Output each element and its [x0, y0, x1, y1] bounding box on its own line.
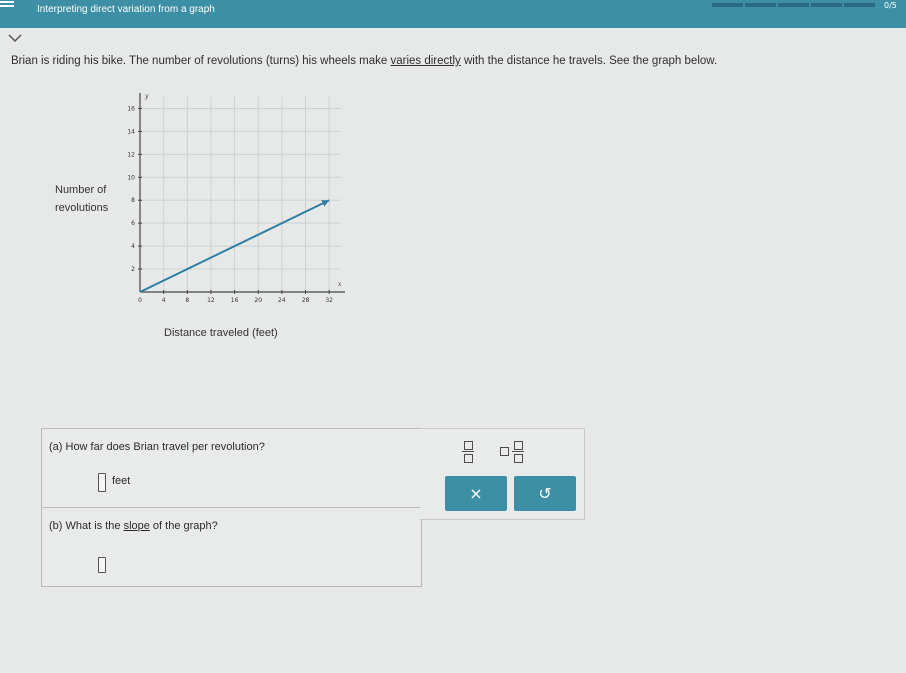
part-b-text: (b) What is the — [49, 520, 124, 532]
chevron-down-icon[interactable] — [8, 33, 22, 43]
menu-icon[interactable] — [0, 1, 14, 11]
divider — [42, 507, 421, 508]
part-b-question — [49, 520, 218, 532]
mixed-number-icon[interactable] — [500, 441, 524, 463]
x-tick-label: 16 — [230, 297, 239, 304]
x-axis-letter: x — [338, 281, 342, 288]
y-axis-label — [55, 181, 108, 217]
part-b-text-end: of the graph? — [149, 520, 218, 532]
x-tick-label: 0 — [138, 297, 142, 304]
x-tick-label: 20 — [254, 297, 263, 304]
progress-segment — [811, 3, 842, 7]
slope-link[interactable]: slope — [123, 520, 150, 532]
score-counter: 0/5 — [884, 1, 897, 10]
progress-segment — [745, 3, 776, 7]
prompt-text-end: with the distance he travels. See the graph below. — [460, 55, 718, 67]
x-axis-label: Distance traveled (feet) — [164, 327, 278, 339]
y-tick-label: 4 — [131, 243, 135, 251]
x-tick-label: 24 — [278, 297, 286, 304]
y-tick-label: 6 — [131, 220, 135, 228]
unit-label: feet — [112, 475, 131, 487]
x-tick-label: 32 — [325, 297, 333, 304]
fraction-icon[interactable] — [461, 441, 475, 463]
topic-title: Interpreting direct variation from a graph — [37, 4, 215, 15]
prompt-text: Brian is riding his bike. The number of revolutions (turns) his wheels make — [11, 55, 391, 67]
y-axis-label-line1: Number of — [55, 184, 107, 196]
y-tick-label: 14 — [127, 128, 135, 136]
y-tick-label: 2 — [131, 266, 135, 274]
y-tick-label: 10 — [127, 174, 135, 182]
y-tick-label: 12 — [127, 151, 135, 159]
y-tick-label: 16 — [127, 105, 135, 113]
y-axis-letter: y — [145, 93, 149, 100]
varies-directly-link[interactable]: varies directly — [390, 55, 461, 67]
direct-variation-graph — [115, 80, 350, 305]
clear-button[interactable]: × — [445, 476, 507, 511]
undo-button[interactable]: ↺ — [514, 476, 576, 511]
progress-segment — [778, 3, 809, 7]
top-bar — [0, 0, 906, 28]
math-toolbar — [420, 428, 585, 520]
y-tick-label: 8 — [131, 197, 135, 205]
question-prompt — [11, 55, 717, 67]
progress-bar — [712, 3, 875, 7]
part-a-question: (a) How far does Brian travel per revolution? — [49, 441, 265, 453]
part-b-answer-input[interactable] — [98, 557, 106, 573]
x-tick-label: 4 — [161, 297, 166, 304]
y-axis-label-line2: revolutions — [55, 202, 109, 214]
progress-segment — [712, 3, 743, 7]
part-a-answer-input[interactable] — [98, 473, 106, 492]
x-tick-label: 8 — [185, 297, 190, 304]
x-tick-label: 28 — [301, 297, 310, 304]
progress-segment — [844, 3, 875, 7]
x-tick-label: 12 — [207, 297, 215, 304]
answer-panel — [41, 428, 422, 587]
